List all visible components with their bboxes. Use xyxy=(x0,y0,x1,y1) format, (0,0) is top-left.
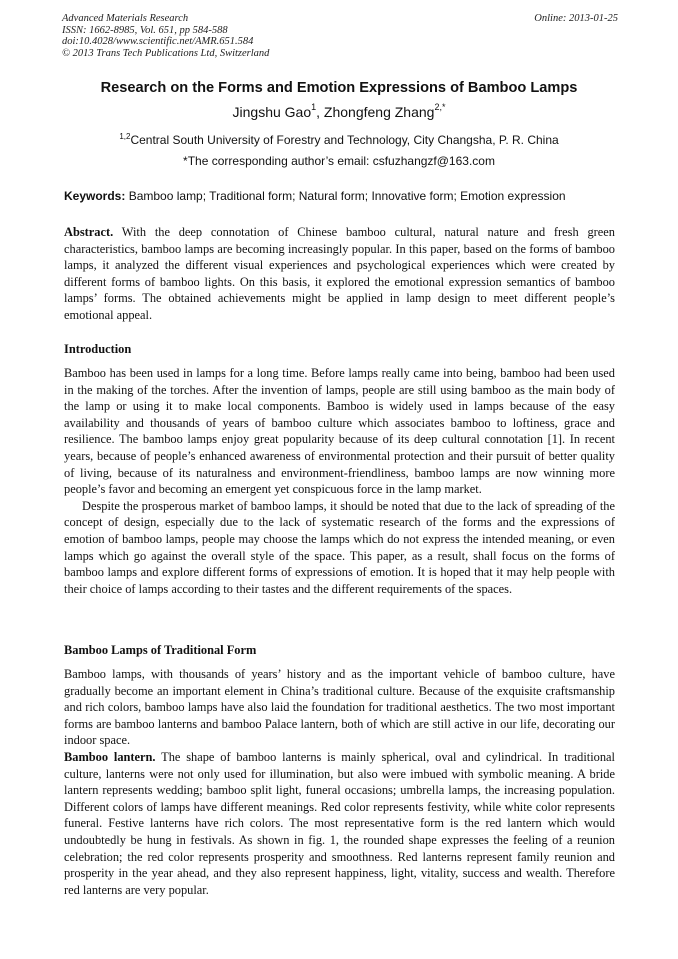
author-2-sup: 2,* xyxy=(434,102,446,112)
affiliation-sup: 1,2 xyxy=(119,132,131,141)
introduction-body xyxy=(64,365,615,597)
author-1: Jingshu Gao xyxy=(232,104,312,120)
keywords-text: Bamboo lamp; Traditional form; Natural form; Innovative form; Emotion expression xyxy=(125,189,566,203)
author-line xyxy=(0,104,678,120)
affiliation-text: Central South University of Forestry and Technology, City Changsha, P. R. China xyxy=(130,133,559,147)
online-date: Online: 2013-01-25 xyxy=(534,13,618,24)
corresponding-email: *The corresponding author’s email: csfuzhangzf@163.com xyxy=(183,154,495,168)
intro-paragraph-2: Despite the prosperous market of bamboo lamps, it should be noted that due to the lack of spreading of the concept of design, especially due to the lack of systematic research of the forms and the expressions of emotion of bamboo lamps, people may choose the lamps which do not express the intended meaning, or even lamps which go against the overall style of the space. This paper, as a result, shall focus on the forms of bamboo lamps and explore different forms of expressions of emotion. It is hoped that it may help people with their choice of lamps according to their tastes and the different requirements of the spaces. xyxy=(64,498,615,596)
issn-line: ISSN: 1662-8985, Vol. 651, pp 584-588 xyxy=(62,24,228,36)
abstract-label: Abstract. xyxy=(64,225,114,239)
intro-paragraph-1: Bamboo has been used in lamps for a long time. Before lamps really came into being, bamboo had been used in the making of the torches. After the invention of lamps, people are still using bamboo as the main body of the lamp or using it to make local components. Bamboo is widely used in lamps because of the easy availability and thousands of years of bamboo culture which associates bamboo to loftiness, grace and resilience. The bamboo lamps enjoy great popularity because of its deep cultural connotation [1]. In recent years, because of people’s enhanced awareness of environmental protection and their pursuit of better quality of living, because of its naturalness and environment-friendliness, bamboo lamps are now winning more people’s favor and becoming an emergent yet conspicuous force in the lamp market. xyxy=(64,366,615,497)
abstract-text: With the deep connotation of Chinese bamboo cultural, natural nature and fresh green characteristics, bamboo lamps are becoming increasingly popular. In this paper, based on the forms of bamboo lamps, it analyzed the different visual experiences and psychological experiences which were created by different forms of bamboo lights. On this basis, it explored the emotional expression semantics of bamboo lamps’ forms. The obtained achievements might be applied in lamp design to meet different people’s emotional appeal. xyxy=(64,225,615,322)
traditional-paragraph-2 xyxy=(64,749,615,898)
journal-header xyxy=(62,13,618,59)
journal-name: Advanced Materials Research xyxy=(62,13,189,24)
copyright-line: © 2013 Trans Tech Publications Ltd, Switzerland xyxy=(62,47,270,59)
author-separator: , xyxy=(316,104,324,120)
affiliation xyxy=(0,133,678,147)
keywords-label: Keywords: xyxy=(64,189,126,203)
author-1-sup: 1 xyxy=(311,102,317,112)
paper-title: Research on the Forms and Emotion Expressions of Bamboo Lamps xyxy=(100,80,578,96)
introduction-heading: Introduction xyxy=(64,342,132,356)
traditional-paragraph-1: Bamboo lamps, with thousands of years’ history and as the important vehicle of bamboo culture, have gradually become an important element in China’s traditional culture. Because of the exquisite craftsmanship and rich colors, bamboo lamps have also laid the foundation for traditional aesthetics. The two most important forms are bamboo lanterns and bamboo Palace lantern, both of which are still active in our life, decorating our indoor space. xyxy=(64,667,615,748)
bamboo-lantern-label: Bamboo lantern. xyxy=(64,749,156,764)
doi-line: doi:10.4028/www.scientific.net/AMR.651.584 xyxy=(62,36,254,48)
traditional-heading: Bamboo Lamps of Traditional Form xyxy=(64,643,257,657)
author-2: Zhongfeng Zhang xyxy=(323,104,435,120)
abstract xyxy=(64,224,615,324)
bamboo-lantern-text: The shape of bamboo lanterns is mainly spherical, oval and cylindrical. In traditional culture, lanterns were not only used for illumination, but also were imbued with symbolic meaning. A bride lantern represents wedding; bamboo split light, funeral occasions; umbrella lamps, the increasing population. Different colors of lamps have different meanings. Red color represents festivity, while white color represents funeral. Festive lanterns have rich colors. The most representative form is the red lantern which would undoubtedly be hung in festivals. As shown in fig. 1, the rounded shape expresses the feeling of a reunion celebration; the red color represents prosperity and smoothness. Red lanterns represent family reunion and prosperity in the year ahead, and they also represent happiness, light, vitality, success and wealth. Therefore red lanterns are very popular. xyxy=(64,749,615,897)
traditional-body xyxy=(64,666,615,898)
keywords xyxy=(64,189,620,203)
